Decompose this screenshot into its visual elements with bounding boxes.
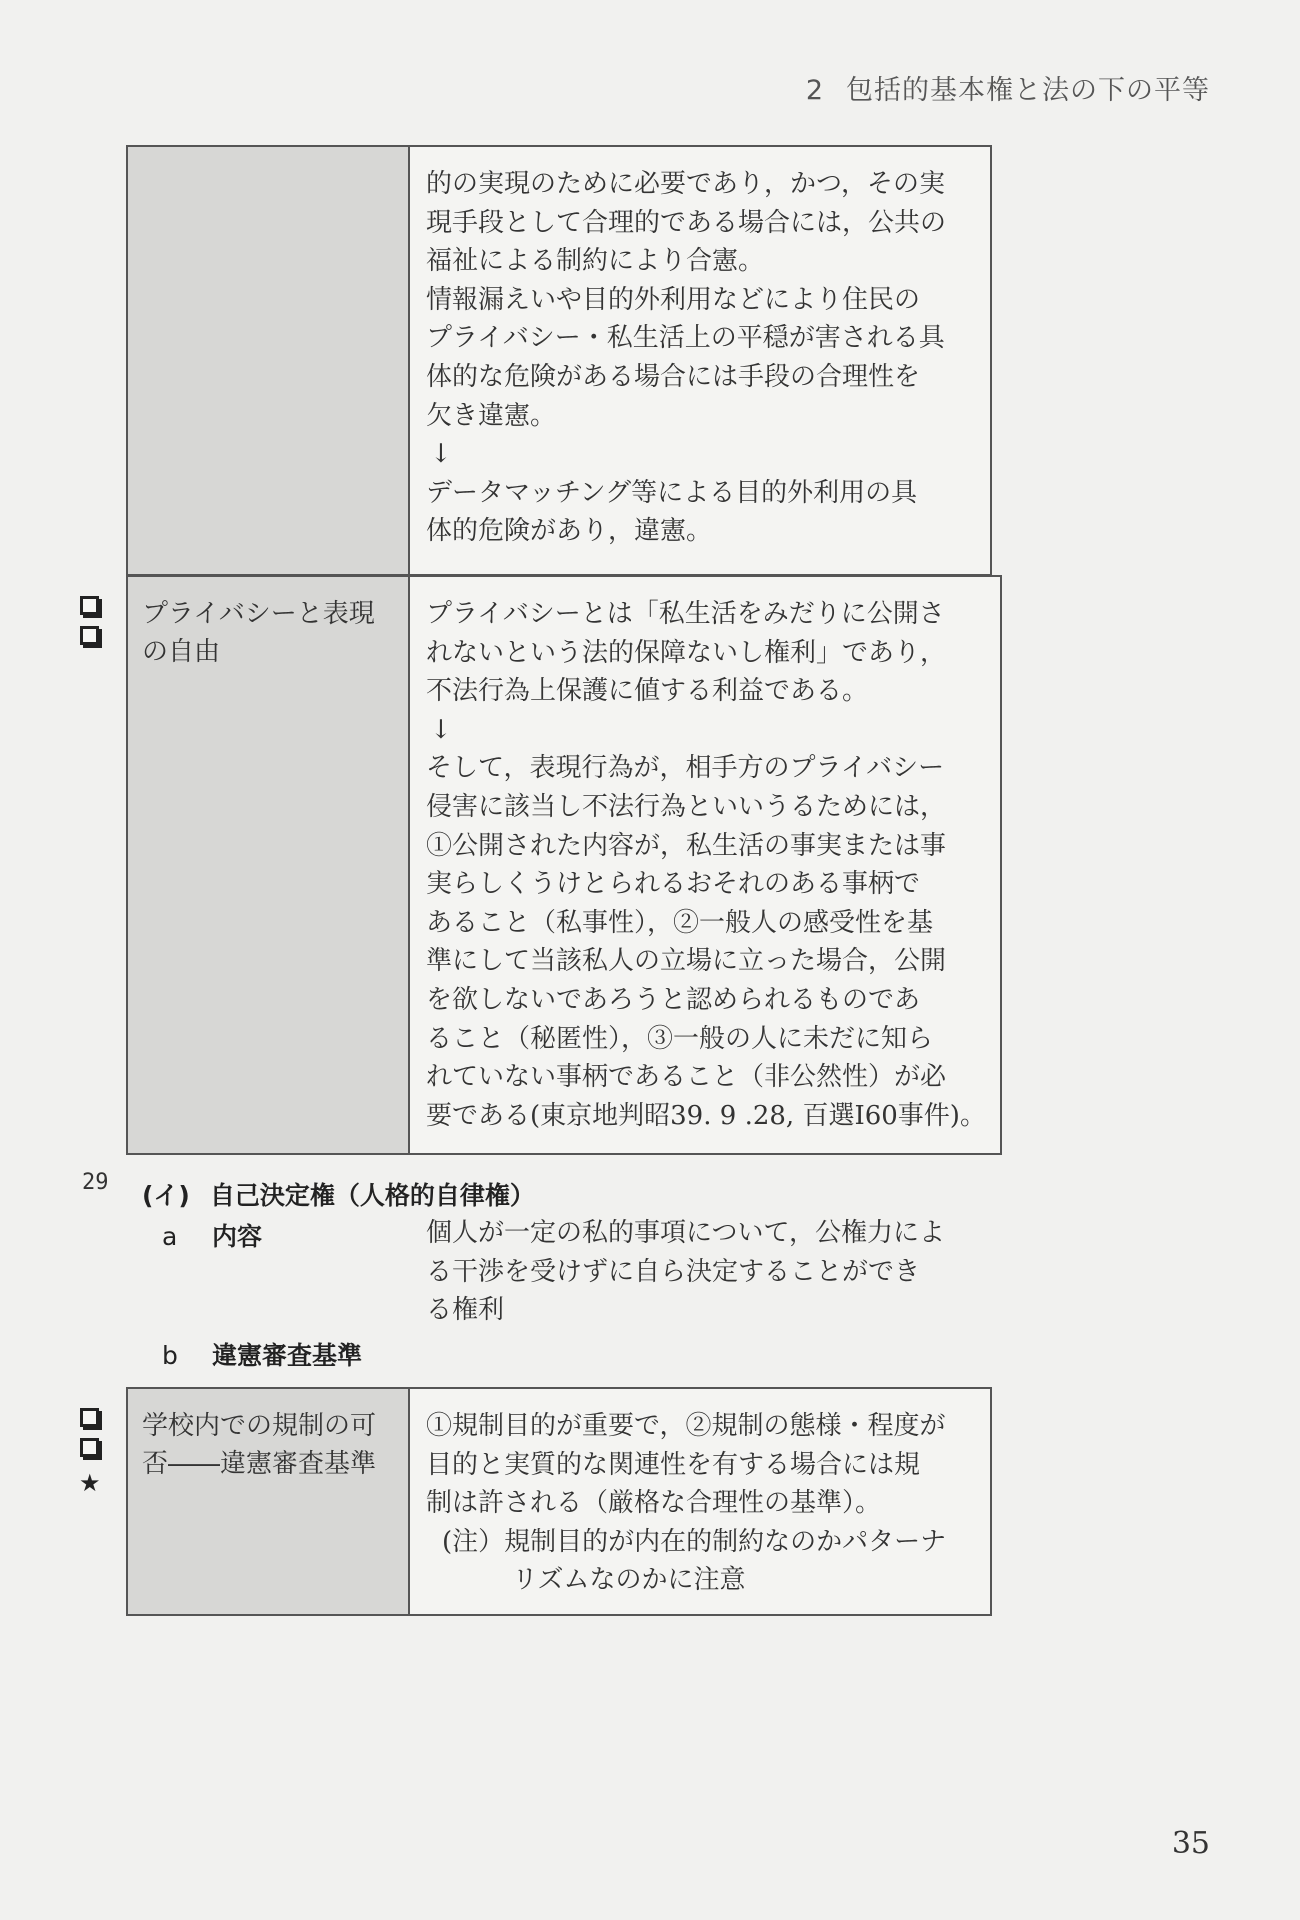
row-content-cell <box>409 146 991 575</box>
text-line: 欠き違憲。 <box>426 400 557 431</box>
row-label: 否――違憲審査基準 <box>142 1449 377 1479</box>
down-arrow-icon: ↓ <box>430 714 452 745</box>
text-line: 要である(東京地判昭39. 9 .28, 百選Ⅰ60事件)。 <box>426 1100 986 1131</box>
header-section-number: 2 <box>805 75 824 106</box>
text-line: を欲しないであろうと認められるものであ <box>426 984 921 1015</box>
text-line: 不法行為上保護に値する利益である。 <box>426 676 869 707</box>
text-line: あること（私事性），②一般人の感受性を基 <box>426 907 934 938</box>
text-line: る干渉を受けずに自ら決定することができ <box>426 1256 921 1287</box>
text-line: そして，表現行為が，相手方のプライバシー <box>426 753 945 784</box>
running-header <box>806 68 1210 107</box>
table-row <box>127 1388 991 1615</box>
section-title: 自己決定権（人格的自律権） <box>209 1181 535 1210</box>
down-arrow-icon: ↓ <box>430 439 452 470</box>
text-line: 個人が一定の私的事項について，公権力によ <box>426 1218 945 1248</box>
table-school-regulation <box>126 1387 992 1616</box>
row-content-cell <box>409 1388 991 1615</box>
text-line: れないという法的保障ないし権利」であり， <box>426 637 947 668</box>
note-line: (注）規制目的が内在的制約なのかパターナ <box>442 1526 947 1557</box>
star-icon: ★ <box>79 1469 101 1497</box>
checkbox-icon[interactable] <box>80 1408 99 1427</box>
text-line: 情報漏えいや目的外利用などにより住民の <box>426 284 921 315</box>
table-row <box>127 576 1001 1154</box>
text-line: 制は許される（厳格な合理性の基準）。 <box>426 1488 882 1519</box>
text-line: る権利 <box>426 1295 505 1326</box>
row-label-cell <box>127 576 409 1154</box>
header-title: 包括的基本権と法の下の平等 <box>846 75 1210 106</box>
text-line: ①公開された内容が，私生活の事実または事 <box>426 830 947 861</box>
item-b-label <box>162 1336 362 1372</box>
text-line: 的の実現のために必要であり，かつ，その実 <box>426 169 945 199</box>
text-line: 実らしくうけとられるおそれのある事柄で <box>426 869 921 900</box>
text-line: ること（秘匿性），③一般の人に未だに知ら <box>426 1023 934 1054</box>
item-b-title: 違憲審査基準 <box>212 1341 363 1370</box>
row-content-cell <box>409 576 1001 1154</box>
text-line: 準にして当該私人の立場に立った場合，公開 <box>426 946 947 977</box>
text-line: データマッチング等による目的外利用の具 <box>426 477 918 508</box>
row-label: プライバシーと表現 <box>142 599 375 629</box>
margin-number: 29 <box>82 1170 109 1195</box>
text-line: プライバシー・私生活上の平穏が害される具 <box>426 323 945 354</box>
table-continuation <box>126 145 992 576</box>
table-row <box>127 146 991 575</box>
text-line: 体的危険があり，違憲。 <box>426 516 713 547</box>
text-line: 目的と実質的な関連性を有する場合には規 <box>426 1449 921 1480</box>
item-a-title: 内容 <box>212 1222 263 1251</box>
item-a-label <box>162 1217 262 1253</box>
checkbox-icon[interactable] <box>80 1438 99 1457</box>
note-line: リズムなのかに注意 <box>512 1565 746 1596</box>
checkbox-group-privacy <box>80 596 99 656</box>
row-label: 学校内での規制の可 <box>142 1411 377 1441</box>
text-line: 侵害に該当し不法行為といいうるためには， <box>426 791 947 822</box>
section-heading <box>142 1176 535 1212</box>
table-privacy-expression <box>126 575 1002 1155</box>
text-line: 体的な危険がある場合には手段の合理性を <box>426 361 921 392</box>
section-sub-number: (イ) <box>142 1181 190 1210</box>
checkbox-icon[interactable] <box>80 626 99 645</box>
checkbox-icon[interactable] <box>80 596 99 615</box>
text-line: 福祉による制約により合憲。 <box>426 246 765 277</box>
item-a-letter: a <box>162 1222 178 1251</box>
row-label: の自由 <box>142 637 221 667</box>
item-a-text <box>426 1214 945 1330</box>
text-line: ①規制目的が重要で，②規制の態様・程度が <box>426 1411 946 1441</box>
page-number: 35 <box>1171 1826 1210 1861</box>
text-line: プライバシーとは「私生活をみだりに公開さ <box>426 599 945 629</box>
checkbox-group-school <box>80 1408 101 1499</box>
row-label-cell <box>127 1388 409 1615</box>
text-line: 現手段として合理的である場合には，公共の <box>426 207 947 238</box>
item-b-letter: b <box>162 1341 178 1370</box>
text-line: れていない事柄であること（非公然性）が必 <box>426 1062 947 1093</box>
row-label-cell <box>127 146 409 575</box>
